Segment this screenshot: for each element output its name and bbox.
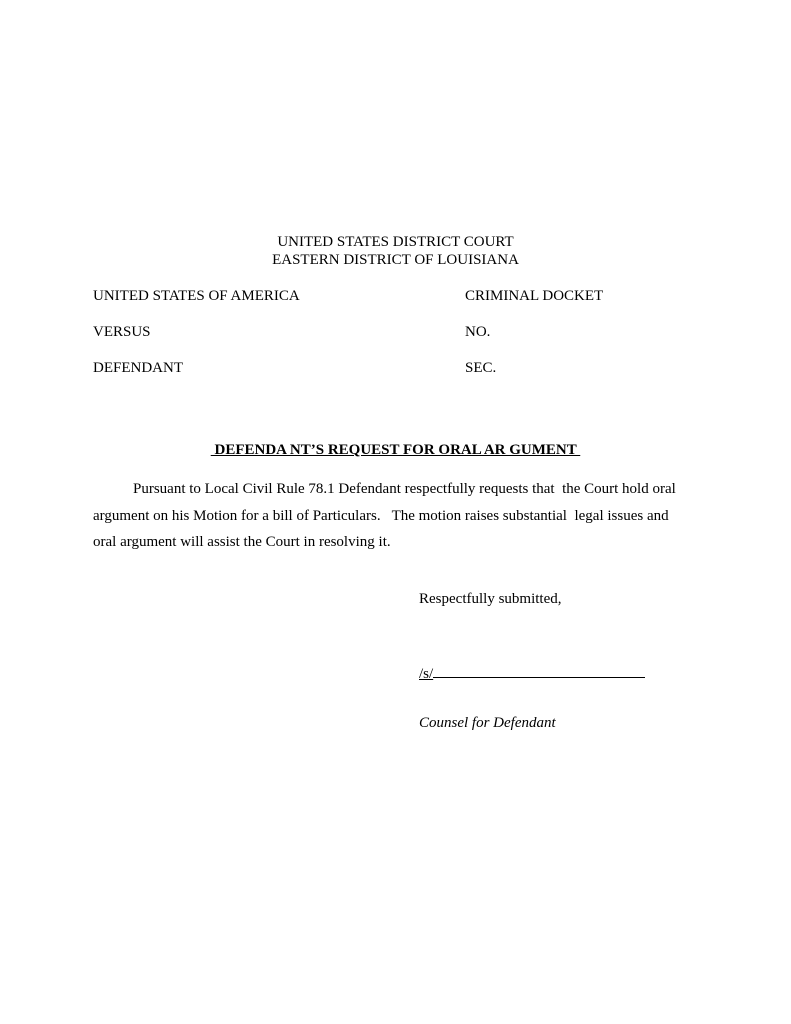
plaintiff-name: UNITED STATES OF AMERICA (93, 288, 300, 304)
defendant-name: DEFENDANT (93, 360, 183, 376)
court-district: EASTERN DISTRICT OF LOUISIANA (272, 252, 519, 268)
closing-phrase: Respectfully submitted, (419, 591, 562, 607)
versus-label: VERSUS (93, 324, 151, 340)
docket-number-label: NO. (465, 324, 491, 340)
caption-row-versus (93, 323, 713, 359)
counsel-label: Counsel for Defendant (419, 715, 556, 731)
signature-block (419, 662, 645, 683)
caption-row-defendant (93, 359, 713, 395)
signature-mark: /s/ (419, 666, 434, 682)
signature-line (433, 662, 645, 678)
case-caption (93, 287, 713, 395)
caption-row-parties (93, 287, 713, 323)
section-label: SEC. (465, 360, 497, 376)
court-name: UNITED STATES DISTRICT COURT (277, 234, 514, 250)
court-header (0, 233, 791, 269)
document-title: DEFENDA NT’S REQUEST FOR ORAL AR GUMENT (210, 442, 581, 458)
criminal-docket-label: CRIMINAL DOCKET (465, 288, 604, 304)
request-body-paragraph: Pursuant to Local Civil Rule 78.1 Defendant respectfully requests that the Court hold oral argument on his Motion for a bill of Particulars. The motion raises substantial legal issues and oral argument will assist the Court in resolving it. (93, 481, 680, 550)
